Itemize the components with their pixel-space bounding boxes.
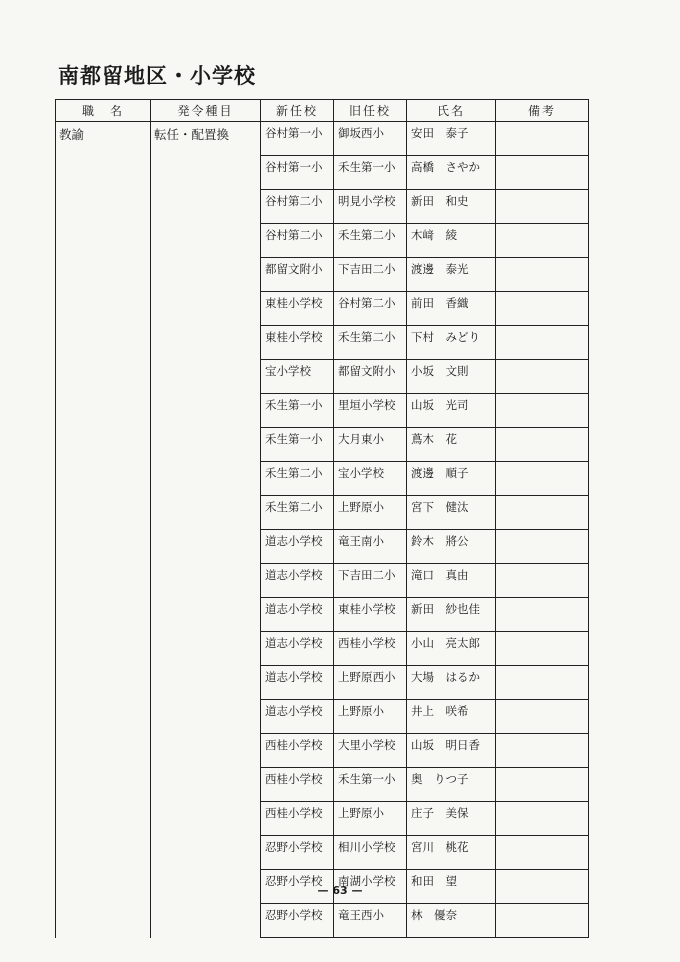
note-cell <box>496 394 589 428</box>
name-cell: 前田 香織 <box>407 292 496 326</box>
old-school-cell: 禾生第一小 <box>334 768 407 802</box>
note-cell <box>496 836 589 870</box>
new-school-cell: 禾生第一小 <box>261 428 334 462</box>
note-cell <box>496 632 589 666</box>
old-school-cell: 上野原小 <box>334 496 407 530</box>
old-school-cell: 相川小学校 <box>334 836 407 870</box>
note-cell <box>496 156 589 190</box>
new-school-cell: 禾生第二小 <box>261 496 334 530</box>
personnel-table <box>55 99 589 938</box>
note-cell <box>496 700 589 734</box>
old-school-cell: 上野原小 <box>334 700 407 734</box>
note-cell <box>496 122 589 156</box>
old-school-cell: 下吉田二小 <box>334 258 407 292</box>
new-school-cell: 道志小学校 <box>261 700 334 734</box>
note-cell <box>496 258 589 292</box>
new-school-cell: 禾生第二小 <box>261 462 334 496</box>
old-school-cell: 里垣小学校 <box>334 394 407 428</box>
name-cell: 庄子 美保 <box>407 802 496 836</box>
name-cell: 小山 亮太郎 <box>407 632 496 666</box>
name-cell: 渡邊 泰光 <box>407 258 496 292</box>
new-school-cell: 東桂小学校 <box>261 292 334 326</box>
new-school-cell: 忍野小学校 <box>261 904 334 938</box>
table-row <box>56 122 589 156</box>
name-cell: 和田 望 <box>407 870 496 904</box>
note-cell <box>496 360 589 394</box>
header-order-type: 発令種目 <box>151 100 261 122</box>
new-school-cell: 谷村第二小 <box>261 224 334 258</box>
new-school-cell: 西桂小学校 <box>261 768 334 802</box>
old-school-cell: 上野原小 <box>334 802 407 836</box>
name-cell: 蔦木 花 <box>407 428 496 462</box>
note-cell <box>496 292 589 326</box>
note-cell <box>496 190 589 224</box>
old-school-cell: 都留文附小 <box>334 360 407 394</box>
header-new-school: 新任校 <box>261 100 334 122</box>
name-cell: 安田 泰子 <box>407 122 496 156</box>
new-school-cell: 道志小学校 <box>261 598 334 632</box>
old-school-cell: 禾生第二小 <box>334 224 407 258</box>
old-school-cell: 谷村第二小 <box>334 292 407 326</box>
note-cell <box>496 428 589 462</box>
name-cell: 高橋 さやか <box>407 156 496 190</box>
note-cell <box>496 768 589 802</box>
note-cell <box>496 462 589 496</box>
note-cell <box>496 598 589 632</box>
new-school-cell: 道志小学校 <box>261 564 334 598</box>
page-title: 南都留地区・小学校 <box>58 64 256 88</box>
new-school-cell: 忍野小学校 <box>261 870 334 904</box>
name-cell: 宮川 桃花 <box>407 836 496 870</box>
old-school-cell: 宝小学校 <box>334 462 407 496</box>
old-school-cell: 禾生第二小 <box>334 326 407 360</box>
new-school-cell: 道志小学校 <box>261 666 334 700</box>
new-school-cell: 東桂小学校 <box>261 326 334 360</box>
name-cell: 鈴木 將公 <box>407 530 496 564</box>
new-school-cell: 忍野小学校 <box>261 836 334 870</box>
note-cell <box>496 904 589 938</box>
old-school-cell: 竜王西小 <box>334 904 407 938</box>
new-school-cell: 宝小学校 <box>261 360 334 394</box>
name-cell: 小坂 文則 <box>407 360 496 394</box>
new-school-cell: 谷村第二小 <box>261 190 334 224</box>
name-cell: 渡邊 順子 <box>407 462 496 496</box>
header-name: 氏名 <box>407 100 496 122</box>
new-school-cell: 谷村第一小 <box>261 156 334 190</box>
name-cell: 木﨑 綾 <box>407 224 496 258</box>
old-school-cell: 大月東小 <box>334 428 407 462</box>
table-header-row <box>56 100 589 122</box>
new-school-cell: 道志小学校 <box>261 530 334 564</box>
name-cell: 山坂 光司 <box>407 394 496 428</box>
note-cell <box>496 564 589 598</box>
name-cell: 山坂 明日香 <box>407 734 496 768</box>
old-school-cell: 御坂西小 <box>334 122 407 156</box>
old-school-cell: 上野原西小 <box>334 666 407 700</box>
old-school-cell: 東桂小学校 <box>334 598 407 632</box>
note-cell <box>496 224 589 258</box>
note-cell <box>496 666 589 700</box>
position-cell: 教諭 <box>56 122 151 938</box>
note-cell <box>496 496 589 530</box>
new-school-cell: 禾生第一小 <box>261 394 334 428</box>
old-school-cell: 大里小学校 <box>334 734 407 768</box>
name-cell: 大場 はるか <box>407 666 496 700</box>
header-old-school: 旧任校 <box>334 100 407 122</box>
note-cell <box>496 326 589 360</box>
new-school-cell: 西桂小学校 <box>261 734 334 768</box>
name-cell: 宮下 健汰 <box>407 496 496 530</box>
name-cell: 新田 和史 <box>407 190 496 224</box>
note-cell <box>496 802 589 836</box>
note-cell <box>496 530 589 564</box>
note-cell <box>496 734 589 768</box>
old-school-cell: 明見小学校 <box>334 190 407 224</box>
name-cell: 林 優奈 <box>407 904 496 938</box>
old-school-cell: 西桂小学校 <box>334 632 407 666</box>
old-school-cell: 竜王南小 <box>334 530 407 564</box>
name-cell: 新田 紗也佳 <box>407 598 496 632</box>
header-note: 備考 <box>496 100 589 122</box>
old-school-cell: 下吉田二小 <box>334 564 407 598</box>
name-cell: 井上 咲希 <box>407 700 496 734</box>
name-cell: 滝口 真由 <box>407 564 496 598</box>
new-school-cell: 道志小学校 <box>261 632 334 666</box>
old-school-cell: 南湖小学校 <box>334 870 407 904</box>
name-cell: 下村 みどり <box>407 326 496 360</box>
old-school-cell: 禾生第一小 <box>334 156 407 190</box>
page-number: — 63 — <box>317 884 363 897</box>
order-type-cell: 転任・配置換 <box>151 122 261 938</box>
name-cell: 奥 りつ子 <box>407 768 496 802</box>
new-school-cell: 西桂小学校 <box>261 802 334 836</box>
header-position: 職 名 <box>56 100 151 122</box>
new-school-cell: 都留文附小 <box>261 258 334 292</box>
new-school-cell: 谷村第一小 <box>261 122 334 156</box>
